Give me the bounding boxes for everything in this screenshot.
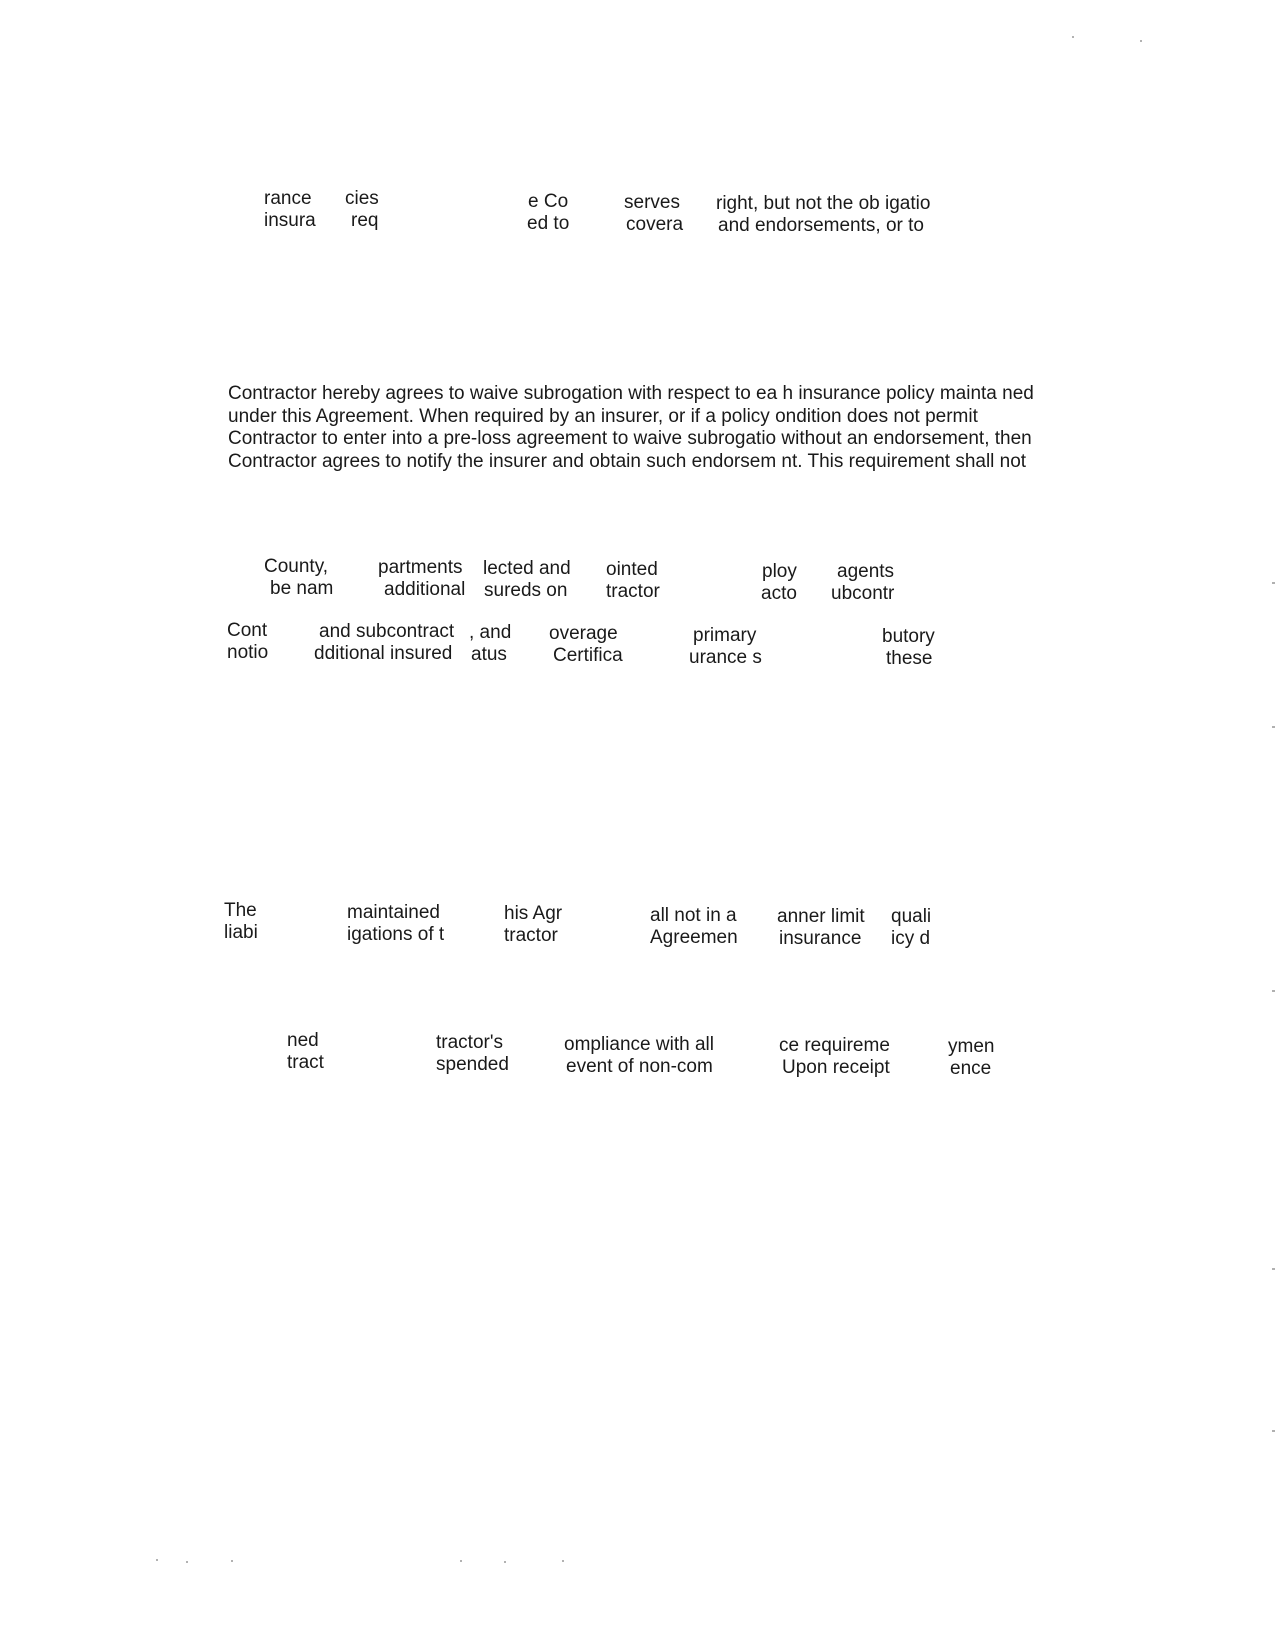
text-fragment: lected and sureds on [483,558,571,601]
text-fragment: e Co ed to [527,191,570,234]
text-fragment: primary urance s [689,625,762,668]
waiver-paragraph [228,383,1034,473]
text-fragment: tractor's spended [436,1032,509,1075]
scan-speck [231,1560,233,1562]
text-fragment: anner limit insurance [777,906,865,949]
text-fragment: quali icy d [891,906,932,949]
scan-speck [562,1560,564,1562]
paragraph-line: under this Agreement. When required by an insurer, or if a policy ondition does not permit [228,405,978,427]
text-fragment: ned tract [287,1030,324,1073]
paragraph-line: Contractor to enter into a pre-loss agreement to waive subrogatio without an endorsement, then [228,428,1032,449]
text-fragment: overage Certifica [549,623,623,666]
paragraph-line: Contractor agrees to notify the insurer and obtain such endorsem nt. This requirement shall not [228,450,1027,472]
text-fragment: partments additional [378,557,466,600]
scan-speck [156,1559,158,1561]
text-fragment: all not in a Agreemen [650,905,738,948]
text-fragment: his Agr tractor [504,903,563,946]
text-fragment: cies req [345,188,379,231]
scan-speck [504,1561,506,1563]
scan-speck [1140,40,1142,42]
text-fragment: rance insura [264,188,316,231]
text-fragment: and subcontract dditional insured [314,621,455,664]
text-fragment: agents ubcontr [831,561,895,604]
scan-speck [186,1561,188,1563]
text-fragment: ointed tractor [606,559,660,602]
text-fragment: ploy acto [761,561,797,604]
text-fragment: serves covera [624,192,684,235]
scan-speck [460,1560,462,1562]
scan-speck [1072,36,1074,38]
text-fragment: ompliance with all event of non-com [564,1034,714,1077]
text-fragment: , and atus [469,622,512,665]
text-fragment: ce requireme Upon receipt [779,1035,890,1078]
paragraph-line: Contractor hereby agrees to waive subrogation with respect to ea h insurance policy mainta ned [228,383,1034,404]
text-fragment: The liabi [224,900,258,943]
text-fragment: maintained igations of t [347,902,445,945]
text-fragment: County, be nam [264,556,334,599]
text-fragment: ymen ence [948,1036,995,1079]
text-fragment: right, but not the ob igatio and endorsements, or to [716,193,931,236]
text-fragment: butory these [882,626,935,669]
text-fragment: Cont notio [227,620,269,663]
